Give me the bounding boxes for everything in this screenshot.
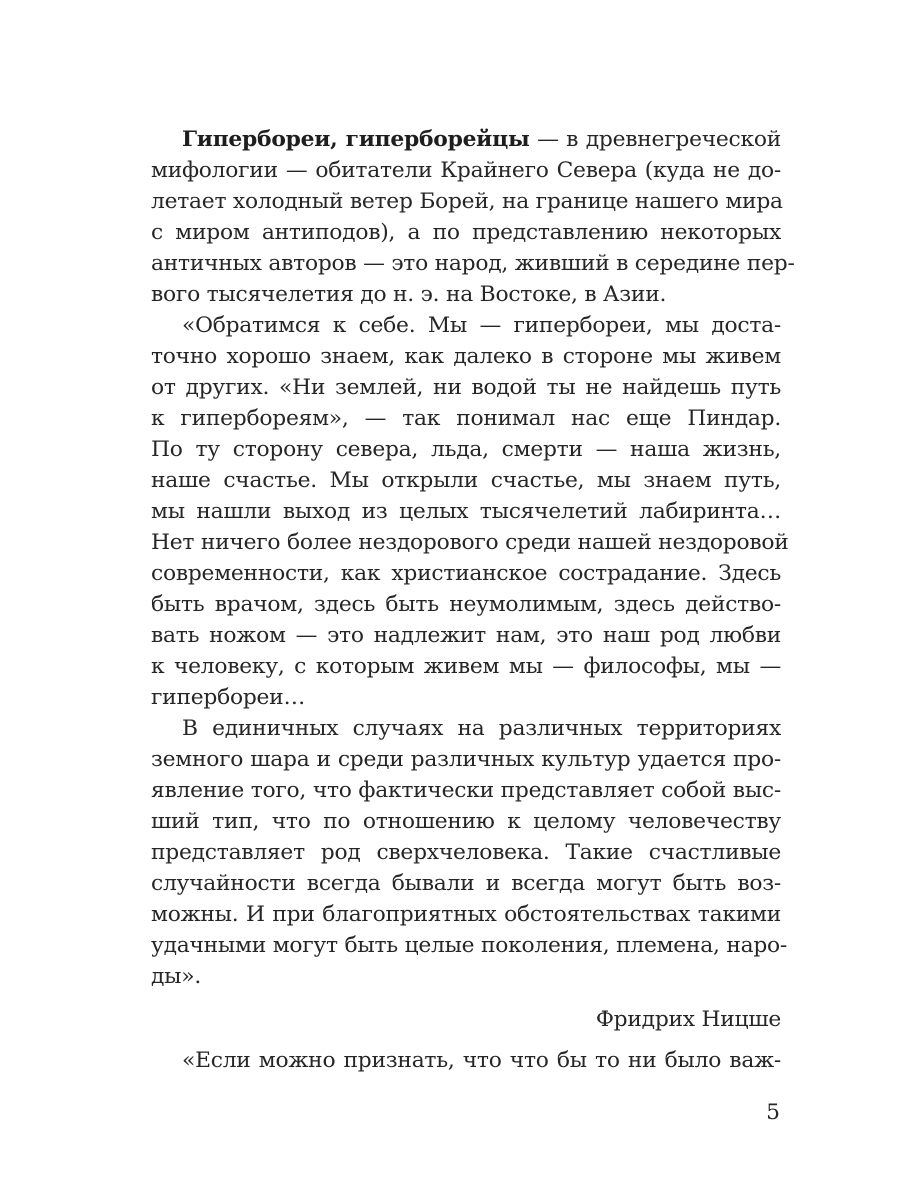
paragraph-quote-3 xyxy=(151,1045,781,1076)
text-line: летает холодный ветер Борей, на границе нашего мира xyxy=(151,189,783,214)
text-line: с миром антиподов), а по представлению некоторых xyxy=(151,220,781,245)
text-line: «Обратимся к себе. Мы — гипербореи, мы доста- xyxy=(182,313,781,338)
text-line: мифологии — обитатели Крайнего Севера (куда не до- xyxy=(151,158,781,183)
paragraph-quote-1 xyxy=(151,310,789,713)
text-line: явление того, что фактически представляет собой выс- xyxy=(151,778,781,803)
text-line: наше счастье. Мы открыли счастье, мы знаем путь, xyxy=(151,468,781,493)
text-line: В единичных случаях на различных территориях xyxy=(182,716,781,741)
text-line: удачными могут быть целые поколения, племена, наро- xyxy=(151,933,788,958)
text-fragment: — в древнегреческой xyxy=(529,127,782,152)
text-line: от других. «Ни землей, ни водой ты не найдешь путь xyxy=(151,375,781,400)
text-line: вать ножом — это надлежит нам, это наш род любви xyxy=(151,623,781,648)
text-line: быть врачом, здесь быть неумолимым, здесь действо- xyxy=(151,592,781,617)
text-line: точно хорошо знаем, как далеко в стороне мы живем xyxy=(151,344,781,369)
text-line: Нет ничего более нездорового среди нашей нездоровой xyxy=(151,530,789,555)
paragraph-quote-2 xyxy=(151,713,788,992)
text-line: мы нашли выход из целых тысячелетий лабиринта… xyxy=(151,499,781,524)
quote-attribution: Фридрих Ницше xyxy=(595,1007,781,1032)
text-line: к человеку, с которым живем мы — философы, мы — xyxy=(151,654,781,679)
page-body xyxy=(151,124,795,1076)
text-line: «Если можно признать, что что бы то ни было важ- xyxy=(182,1048,781,1073)
text-line: представляет род сверхчеловека. Такие счастливые xyxy=(151,840,781,865)
text-line: можны. И при благоприятных обстоятельствах такими xyxy=(151,902,781,927)
text-line xyxy=(151,124,781,155)
page-number: 5 xyxy=(766,1100,780,1125)
bold-term: Гипербореи, гиперборейцы xyxy=(182,127,530,152)
text-line: гипербореи… xyxy=(151,685,306,710)
text-line: античных авторов — это народ, живший в середине пер- xyxy=(151,251,795,276)
paragraph-definition xyxy=(151,124,795,310)
text-line: ший тип, что по отношению к целому человечеству xyxy=(151,809,781,834)
text-line: случайности всегда бывали и всегда могут быть воз- xyxy=(151,871,781,896)
text-line: к гипербореям», — так понимал нас еще Пиндар. xyxy=(151,406,781,431)
text-line: По ту сторону севера, льда, смерти — наша жизнь, xyxy=(151,437,781,462)
text-line: современности, как христианское сострадание. Здесь xyxy=(151,561,781,586)
text-line: земного шара и среди различных культур удается про- xyxy=(151,747,781,772)
text-line: ды». xyxy=(151,964,202,989)
text-line: вого тысячелетия до н. э. на Востоке, в Азии. xyxy=(151,282,667,307)
